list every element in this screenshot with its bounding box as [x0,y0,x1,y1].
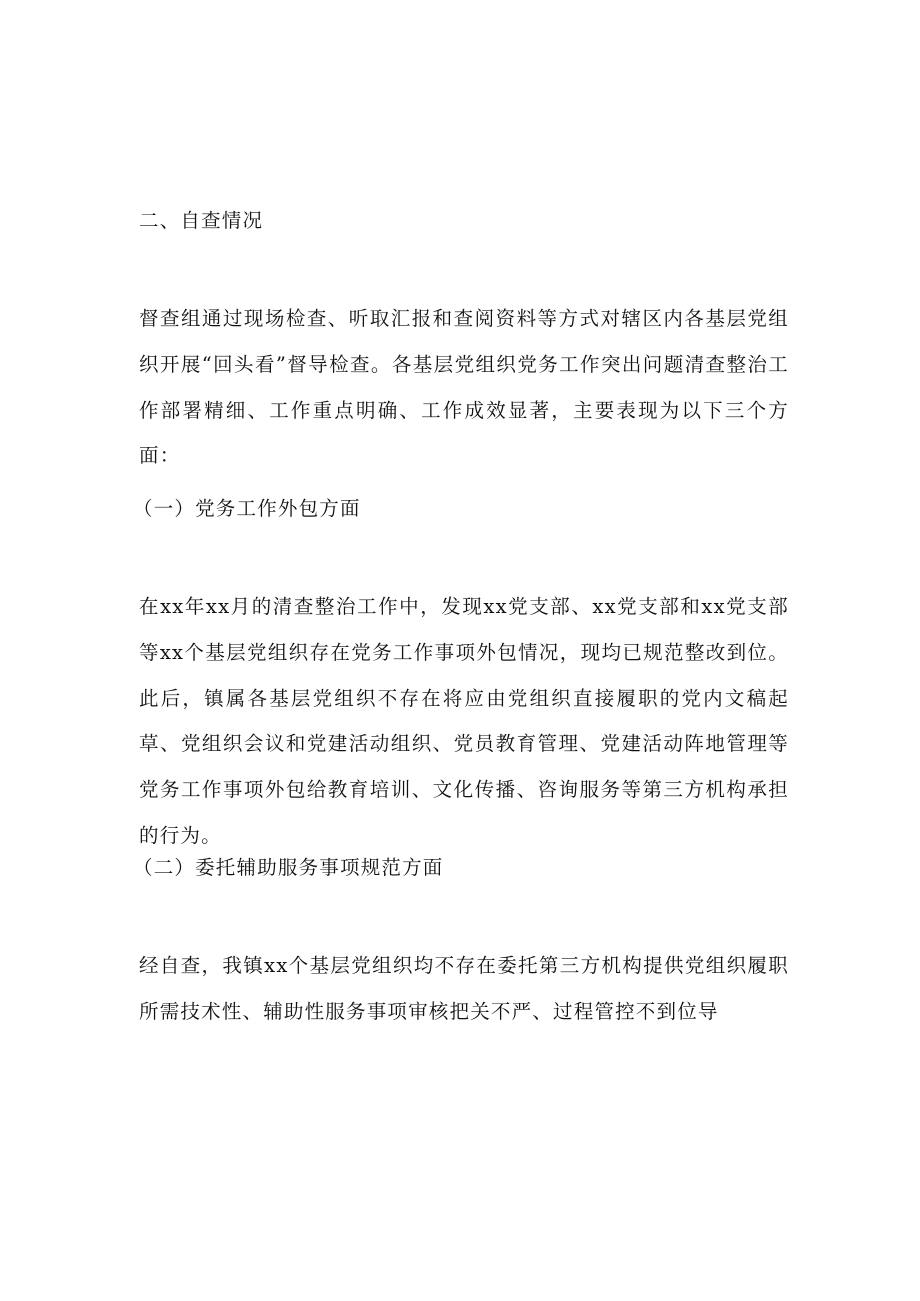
intro-paragraph: 督查组通过现场检查、听取汇报和查阅资料等方式对辖区内各基层党组织开展“回头看”督导检查。各基层党组织党务工作突出问题清查整治工作部署精细、工作重点明确、工作成效显著，主要表现为以下三个方面： [139,307,789,468]
subsection-1-paragraph: 在xx年xx月的清查整治工作中，发现xx党支部、xx党支部和xx党支部等xx个基层党组织存在党务工作事项外包情况，现均已规范整改到位。此后，镇属各基层党组织不存在将应由党组织直接履职的党内文稿起草、党组织会议和党建活动组织、党员教育管理、党建活动阵地管理等党务工作事项外包给教育培训、文化传播、咨询服务等第三方机构承担的行为。 [139,595,789,847]
subsection-2-paragraph: 经自查，我镇xx个基层党组织均不存在委托第三方机构提供党组织履职所需技术性、辅助性服务事项审核把关不严、过程管控不到位导 [139,954,789,1023]
subsection-2-heading: （二）委托辅助服务事项规范方面 [133,856,444,879]
subsection-1-heading: （一）党务工作外包方面 [133,497,361,520]
section-heading: 二、自查情况 [139,209,264,232]
